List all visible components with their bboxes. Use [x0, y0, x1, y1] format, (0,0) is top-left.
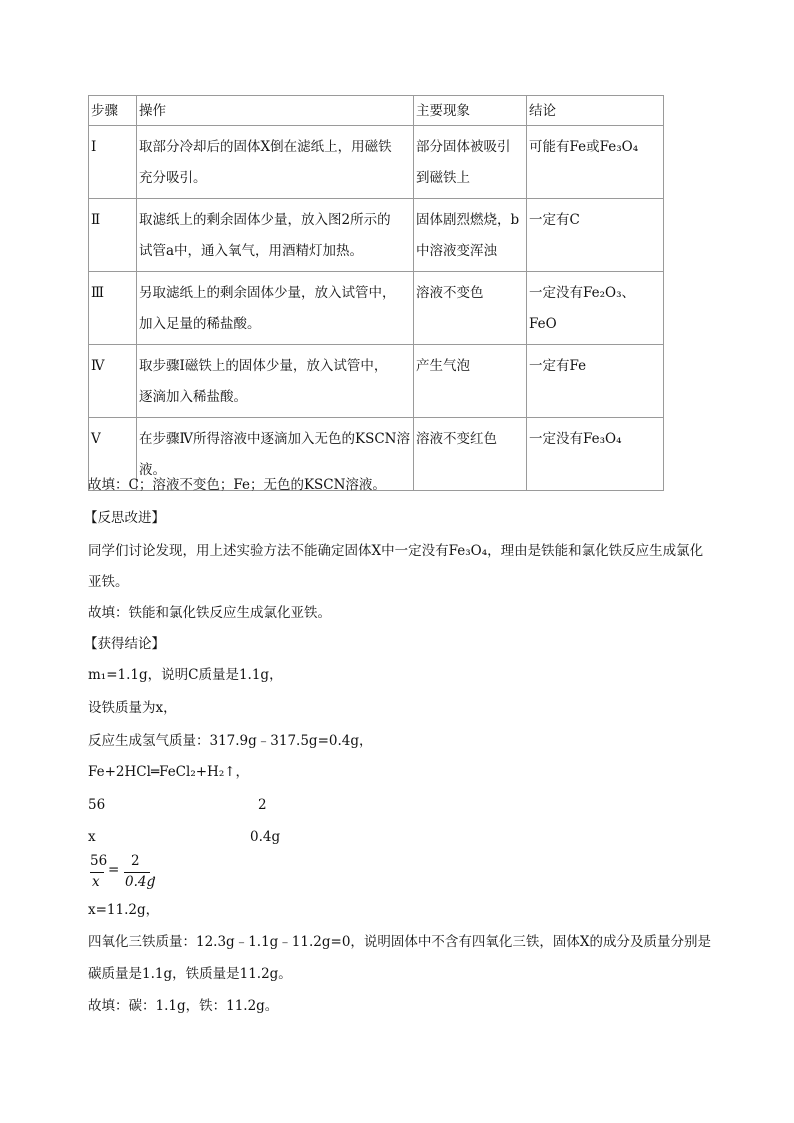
phenomenon-line: 到磁铁上 [416, 170, 470, 186]
phenomenon-cell [414, 126, 527, 199]
fraction-bar [124, 872, 150, 873]
ratio-label: x [88, 829, 96, 845]
experiment-table [88, 95, 664, 491]
conclusion-cell: 一定没有Fe₃O₄ [527, 418, 664, 491]
operation-cell [137, 272, 414, 345]
ratio-label: 2 [258, 797, 267, 813]
operation-line: 在步骤Ⅳ所得溶液中逐滴加入无色的KSCN溶 [139, 431, 410, 447]
phenomenon-line: 部分固体被吸引 [416, 139, 511, 155]
phenomenon-line: 中溶液变浑浊 [416, 243, 497, 259]
conclusion-cell: 一定没有Fe₂O₃、FeO [527, 272, 664, 345]
ratio-label: 56 [88, 797, 106, 813]
calc-line: 反应生成氢气质量：317.9g﹣317.5g=0.4g， [88, 733, 373, 749]
table-header-row [89, 96, 664, 126]
fraction-bar [90, 872, 104, 873]
fraction-numerator: 2 [131, 853, 140, 869]
operation-line: 加入足量的稀盐酸。 [139, 316, 261, 332]
comma: ， [152, 866, 166, 882]
equals-sign: = [108, 862, 120, 878]
fraction-denominator: x [92, 874, 100, 890]
operation-line: 充分吸引。 [139, 170, 207, 186]
operation-line: 另取滤纸上的剩余固体少量，放入试管中， [139, 285, 396, 301]
operation-line: 取步骤Ⅰ磁铁上的固体少量，放入试管中， [139, 358, 388, 374]
table-row [89, 345, 664, 418]
fraction-numerator: 56 [90, 853, 108, 869]
phenomenon-cell: 产生气泡 [414, 345, 527, 418]
step-cell: Ⅱ [89, 199, 137, 272]
operation-line: 取滤纸上的剩余固体少量，放入图2所示的 [139, 212, 391, 228]
table-row [89, 126, 664, 199]
conclusion-cell: 可能有Fe或Fe₃O₄ [527, 126, 664, 199]
calc-line: 四氧化三铁质量：12.3g﹣1.1g﹣11.2g=0，说明固体中不含有四氧化三铁，固体X的成分及质量分别是 [88, 934, 712, 950]
table-row [89, 199, 664, 272]
phenomenon-line: 固体剧烈燃烧，b [416, 212, 520, 228]
conclusion-cell: 一定有C [527, 199, 664, 272]
calc-line: 设铁质量为x， [88, 700, 177, 716]
paragraph-line: 亚铁。 [88, 574, 129, 590]
step-cell: Ⅴ [89, 418, 137, 491]
answer-line: 故填：碳：1.1g，铁：11.2g。 [88, 998, 279, 1014]
ratio-label: 0.4g [250, 829, 281, 845]
header-step: 步骤 [89, 96, 137, 126]
header-conclusion: 结论 [527, 96, 664, 126]
operation-line: 液。 [139, 462, 166, 478]
phenomenon-cell: 溶液不变红色 [414, 418, 527, 491]
operation-line: 逐滴加入稀盐酸。 [139, 389, 247, 405]
answer-line: 故填：C；溶液不变色；Fe；无色的KSCN溶液。 [88, 477, 386, 493]
operation-cell [137, 199, 414, 272]
step-cell: Ⅰ [89, 126, 137, 199]
fraction-denominator: 0.4g [125, 874, 156, 890]
operation-line: 取部分冷却后的固体X倒在滤纸上，用磁铁 [139, 139, 392, 155]
section-heading-conclusion: 【获得结论】 [84, 636, 165, 652]
operation-cell [137, 345, 414, 418]
paragraph-line: 同学们讨论发现，用上述实验方法不能确定固体X中一定没有Fe₃O₄，理由是铁能和氯化铁反应生成氯化 [88, 543, 704, 559]
step-cell: Ⅳ [89, 345, 137, 418]
table-row [89, 272, 664, 345]
header-phenomenon: 主要现象 [414, 96, 527, 126]
calc-line: x=11.2g， [88, 902, 160, 918]
proportion-equation [88, 853, 166, 893]
equation-line: Fe+2HCl═FeCl₂+H₂↑， [88, 764, 250, 780]
conclusion-cell: 一定有Fe [527, 345, 664, 418]
calc-line: 碳质量是1.1g，铁质量是11.2g。 [88, 966, 292, 982]
operation-line: 试管a中，通入氧气，用酒精灯加热。 [139, 243, 364, 259]
step-cell: Ⅲ [89, 272, 137, 345]
answer-line: 故填：铁能和氯化铁反应生成氯化亚铁。 [88, 605, 331, 621]
operation-cell [137, 126, 414, 199]
section-heading-reflection: 【反思改进】 [84, 510, 165, 526]
phenomenon-cell: 溶液不变色 [414, 272, 527, 345]
phenomenon-cell [414, 199, 527, 272]
header-operation: 操作 [137, 96, 414, 126]
calc-line: m₁=1.1g，说明C质量是1.1g， [88, 667, 283, 683]
